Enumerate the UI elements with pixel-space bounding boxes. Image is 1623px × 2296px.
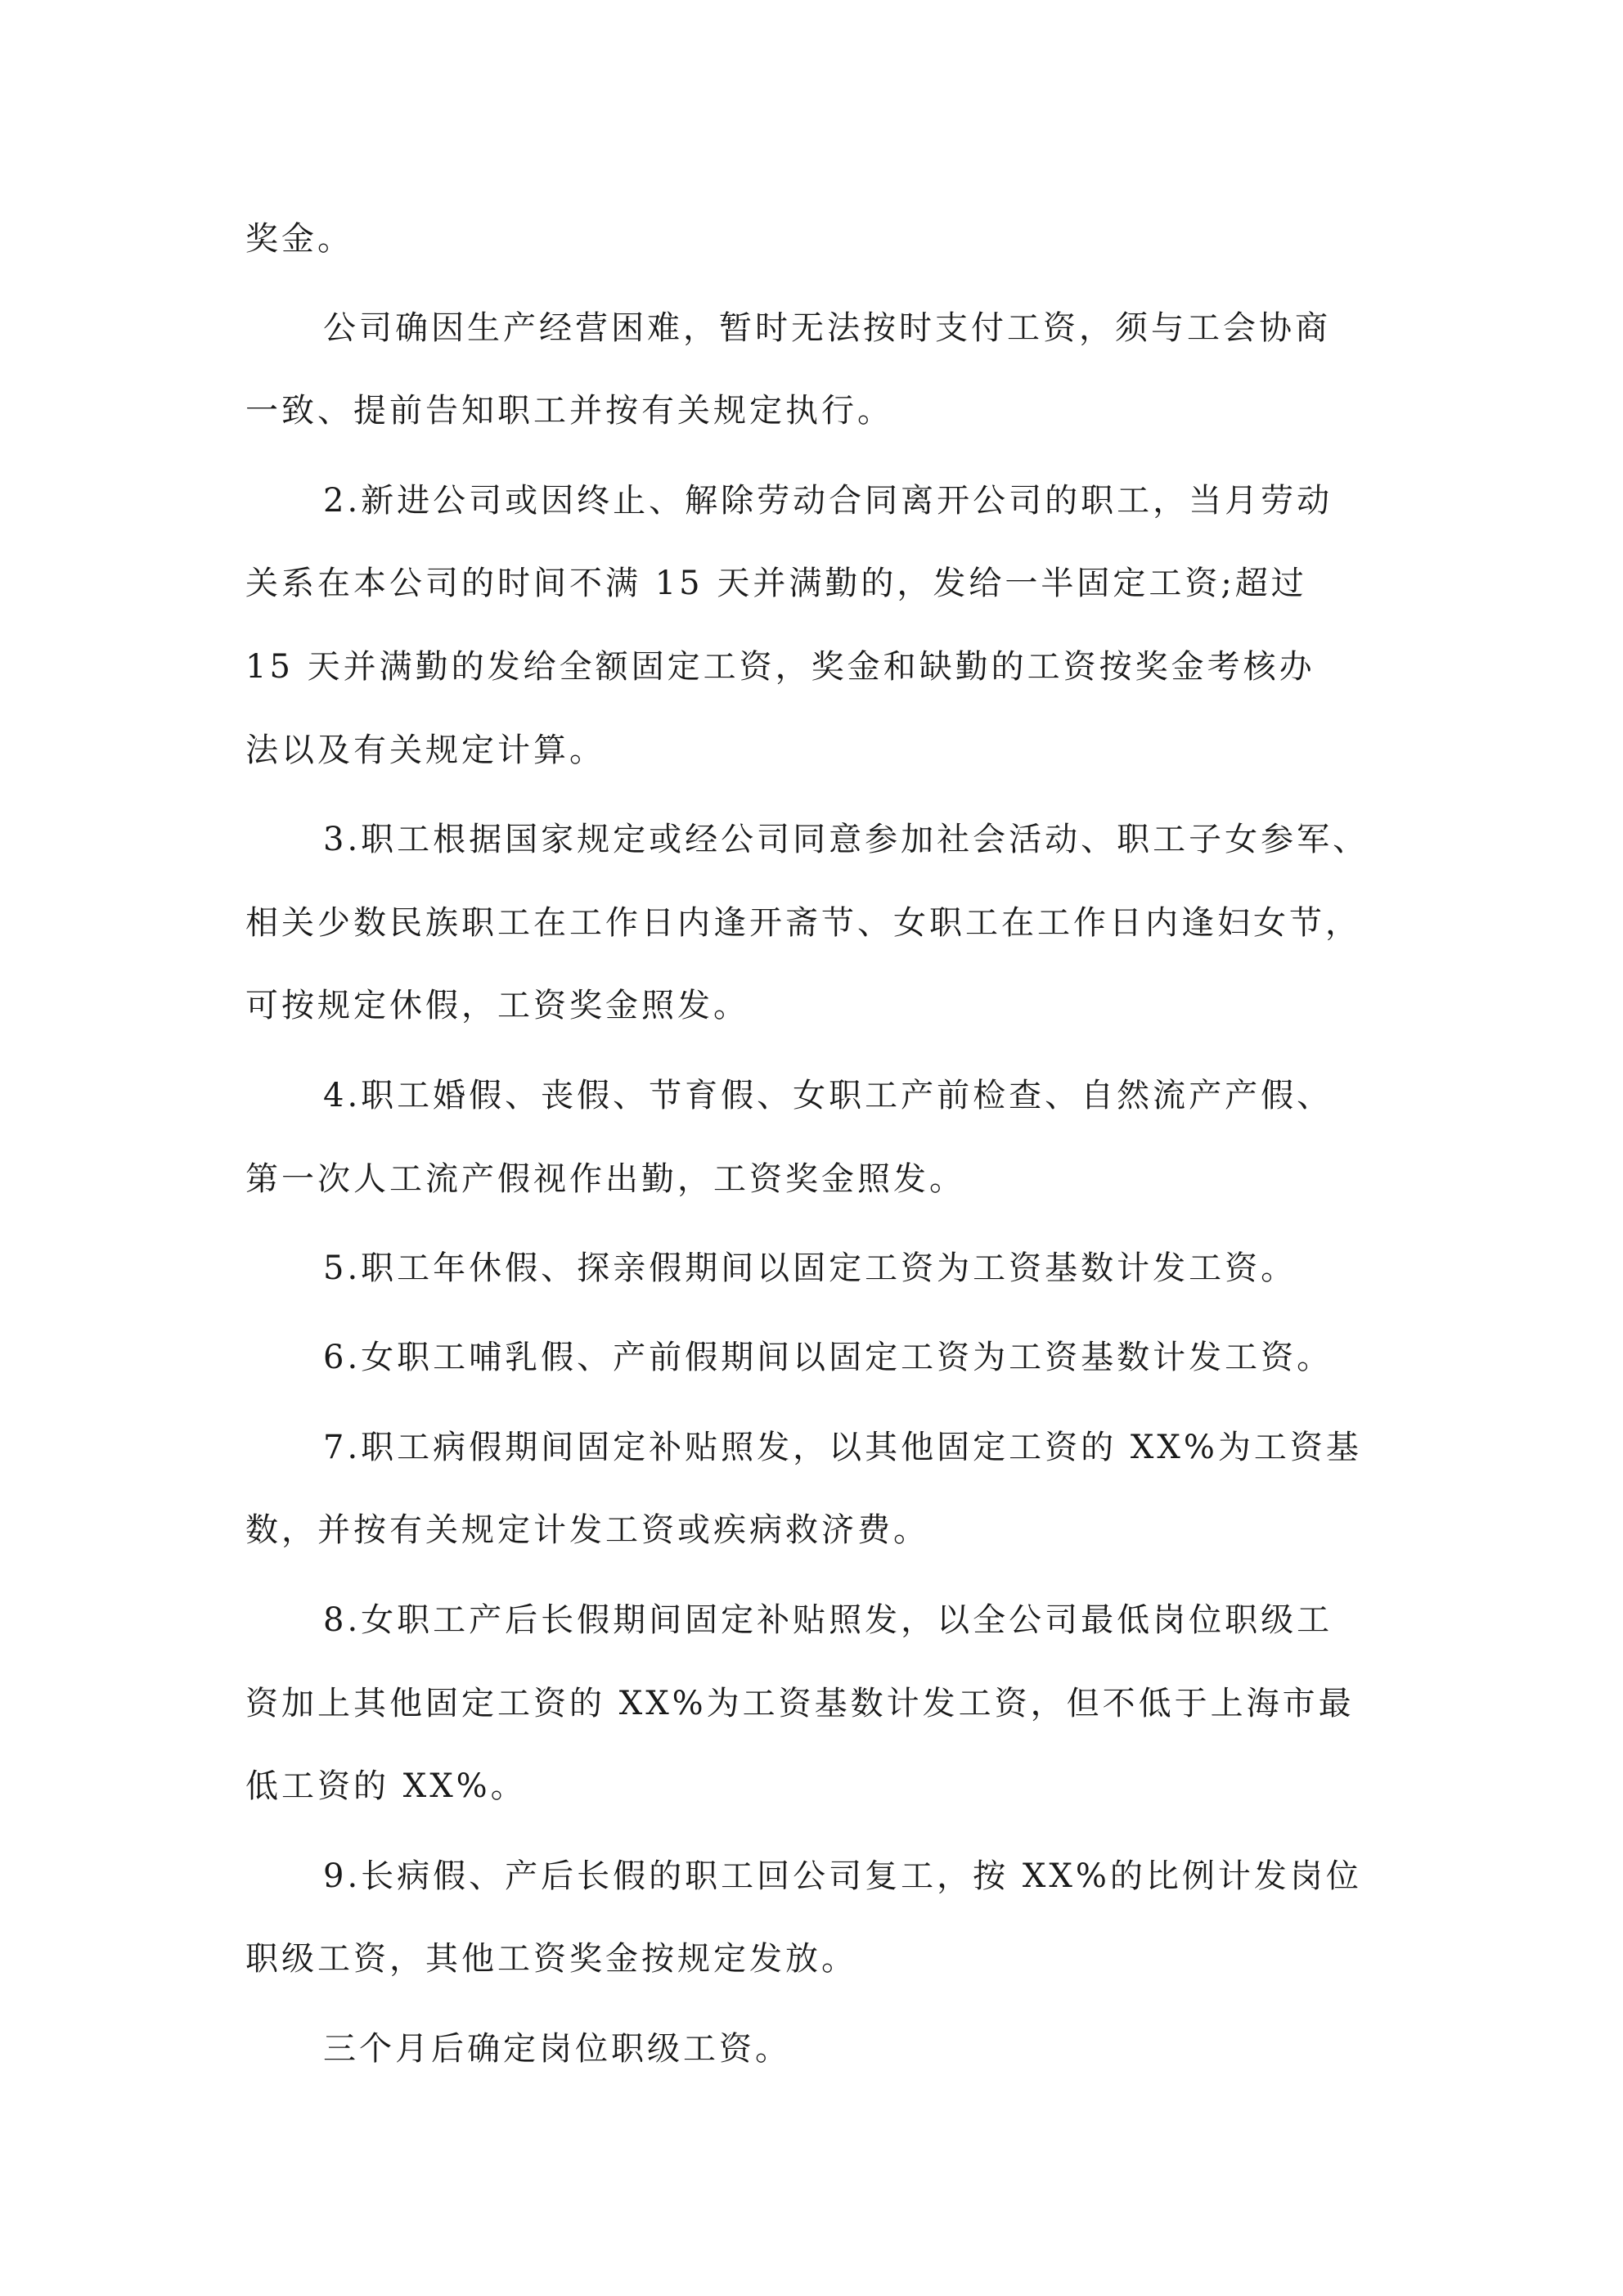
text-line: 三个月后确定岗位职级工资。 [323, 2030, 791, 2068]
text-line: 5.职工年休假、探亲假期间以固定工资为工资基数计发工资。 [323, 1249, 1297, 1287]
text-line: 公司确因生产经营困难，暂时无法按时支付工资，须与工会协商 [323, 309, 1331, 347]
text-line: 7.职工病假期间固定补贴照发，以其他固定工资的 XX%为工资基 [323, 1429, 1362, 1466]
text-line: 低工资的 XX%。 [245, 1767, 527, 1805]
text-line: 2.新进公司或因终止、解除劳动合同离开公司的职工，当月劳动 [323, 482, 1333, 520]
text-line: 可按规定休假，工资奖金照发。 [245, 987, 749, 1024]
text-line: 奖金。 [245, 220, 353, 258]
text-line: 8.女职工产后长假期间固定补贴照发，以全公司最低岗位职级工 [323, 1601, 1333, 1639]
text-line: 资加上其他固定工资的 XX%为工资基数计发工资，但不低于上海市最 [245, 1685, 1355, 1722]
text-line: 相关少数民族职工在工作日内逢开斋节、女职工在工作日内逢妇女节， [245, 904, 1361, 942]
text-line: 15 天并满勤的发给全额固定工资，奖金和缺勤的工资按奖金考核办 [245, 648, 1315, 686]
text-line: 关系在本公司的时间不满 15 天并满勤的，发给一半固定工资;超过 [245, 565, 1307, 602]
text-line: 法以及有关规定计算。 [245, 732, 605, 769]
text-line: 4.职工婚假、丧假、节育假、女职工产前检查、自然流产产假、 [323, 1077, 1333, 1114]
text-line: 职级工资，其他工资奖金按规定发放。 [245, 1940, 857, 1978]
text-line: 9.长病假、产后长假的职工回公司复工，按 XX%的比例计发岗位 [323, 1857, 1362, 1895]
text-line: 3.职工根据国家规定或经公司同意参加社会活动、职工子女参军、 [323, 821, 1369, 858]
text-line: 6.女职工哺乳假、产前假期间以固定工资为工资基数计发工资。 [323, 1339, 1333, 1376]
text-line: 第一次人工流产假视作出勤，工资奖金照发。 [245, 1160, 965, 1198]
text-line: 数，并按有关规定计发工资或疾病救济费。 [245, 1511, 929, 1549]
text-line: 一致、提前告知职工并按有关规定执行。 [245, 392, 893, 430]
